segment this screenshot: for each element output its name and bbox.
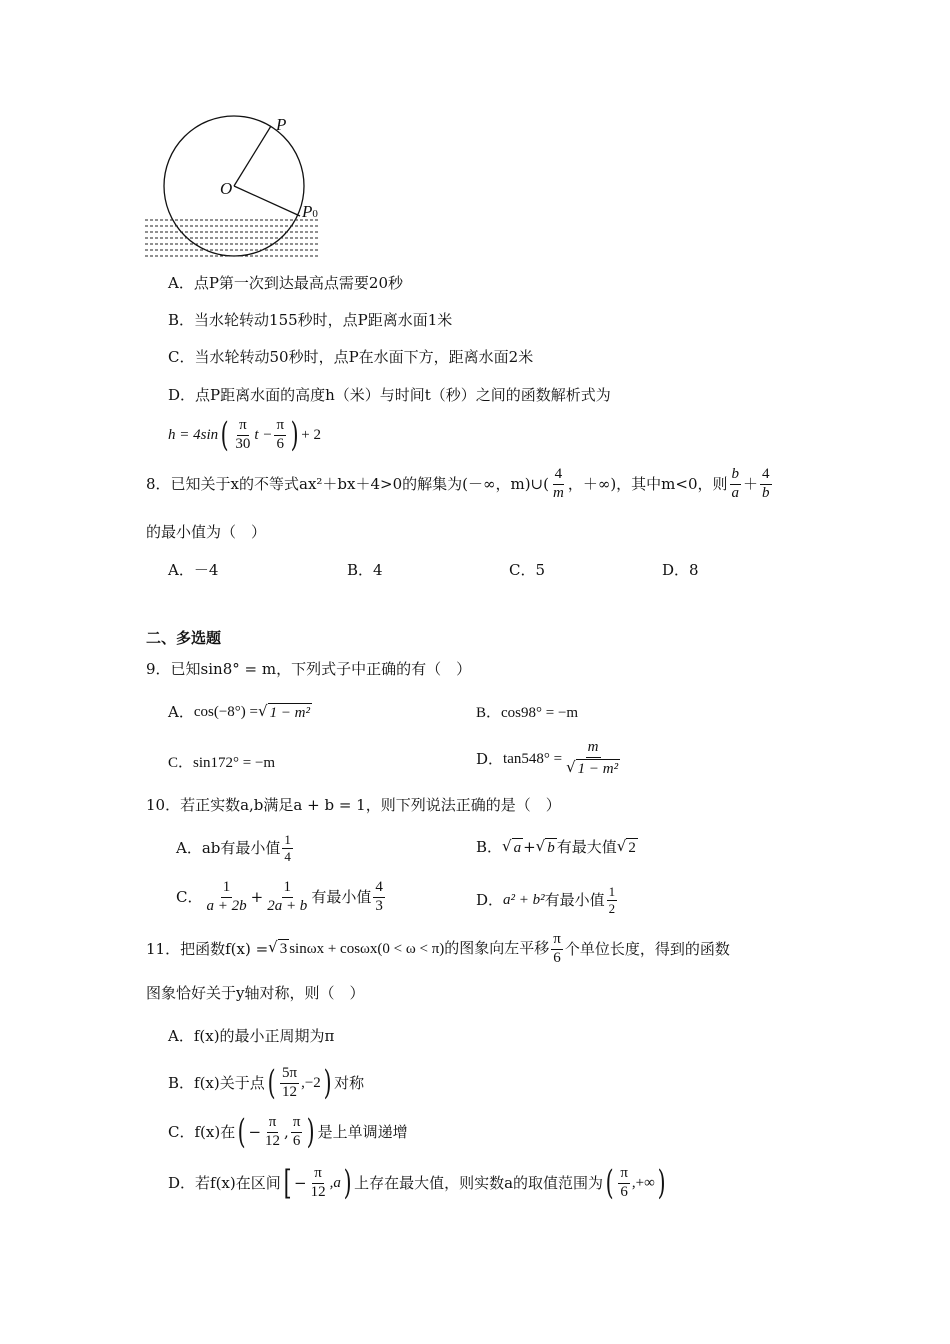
label-p: P — [276, 115, 287, 134]
water-wheel-figure — [140, 108, 340, 268]
label-p0: P0 — [302, 202, 318, 221]
q8-stem-line2: 的最小值为（ ） — [146, 523, 267, 541]
q11-stem-line2: 图象恰好关于y轴对称，则（ ） — [146, 984, 365, 1002]
q9-option-a: A．cos(−8°) = √ 1 − m² — [168, 702, 311, 722]
q8-option-b: B．4 — [347, 561, 383, 579]
q10-option-a: A．ab有最小值 $\frac{1}{4}$ — [176, 832, 291, 864]
q9-option-b: B．cos98° = −m — [476, 705, 579, 721]
q10-stem: 10．若正实数a,b满足a + b = 1，则下列说法正确的是（ ） — [146, 796, 561, 814]
water-surface-lines — [145, 220, 320, 256]
q7-option-d: D．点P距离水面的高度h（米）与时间t（秒）之间的函数解析式为 — [168, 386, 611, 404]
q8-option-d: D．8 — [662, 561, 699, 579]
q7-option-a: A．点P第一次到达最高点需要20秒 — [168, 274, 404, 292]
q8-option-a: A．－4 — [168, 561, 219, 579]
section-title-multiple-choice: 二、多选题 — [146, 629, 222, 647]
radius-op — [234, 126, 271, 186]
q10-option-d: D．a² + b²有最小值 $\frac{1}{2}$ — [476, 884, 616, 916]
q8-option-c: C．5 — [509, 561, 546, 579]
q11-option-b: B．f(x)关于点( $\frac{5\pi}{12}$ ,−2) 对称 — [168, 1063, 365, 1104]
q7-option-b: B．当水轮转动155秒时，点P距离水面1米 — [168, 311, 453, 329]
q7-option-c: C．当水轮转动50秒时，点P在水面下方，距离水面2米 — [168, 348, 534, 366]
q11-stem: 11．把函数f(x) = √ 3 sinωx + cosωx(0 < ω < π)的图象向左平移 $\frac{\pi}{6}$ 个单位长度，得到的函数 — [146, 931, 730, 966]
q7-option-d-formula: h = 4sin( $\frac{\pi}{30}$ t − $\frac{\pi}{6}$ ) + 2 — [168, 415, 322, 456]
q11-option-a: A．f(x)的最小正周期为π — [168, 1027, 335, 1045]
label-o: O — [220, 179, 233, 198]
radius-op0 — [234, 186, 300, 216]
q10-option-c: C． $\frac{1}{a + 2b}$ + $\frac{1}{2a + b}$ 有最小值 $\frac{4}{3}$ — [176, 879, 383, 914]
q9-option-c: C．sin172° = −m — [168, 755, 276, 771]
q9-option-d: D．tan548° = m √ 1 − m² — [476, 739, 619, 777]
q8-stem: 8．已知关于x的不等式ax²＋bx＋4>0的解集为(－∞，m)∪( $\frac{4}{m}$ ，＋∞)，其中m<0，则 $\frac{b}{a}$ ＋ $\frac{4}{b}$ — [146, 466, 770, 501]
q11-option-d: D．若f(x)在区间[ − $\frac{\pi}{12}$ ,a) 上存在最大值，则实数a的取值范围为( $\frac{\pi}{6}$ ,+∞) — [168, 1163, 666, 1204]
q10-option-b: B． √ a + √ b 有最大值 √ 2 — [476, 837, 636, 857]
q11-option-c: C．f(x)在( − $\frac{\pi}{12}$ , $\frac{\pi}{6}$ ) 是上单调递增 — [168, 1112, 408, 1153]
q9-stem: 9．已知sin8° = m，下列式子中正确的有（ ） — [146, 660, 472, 678]
